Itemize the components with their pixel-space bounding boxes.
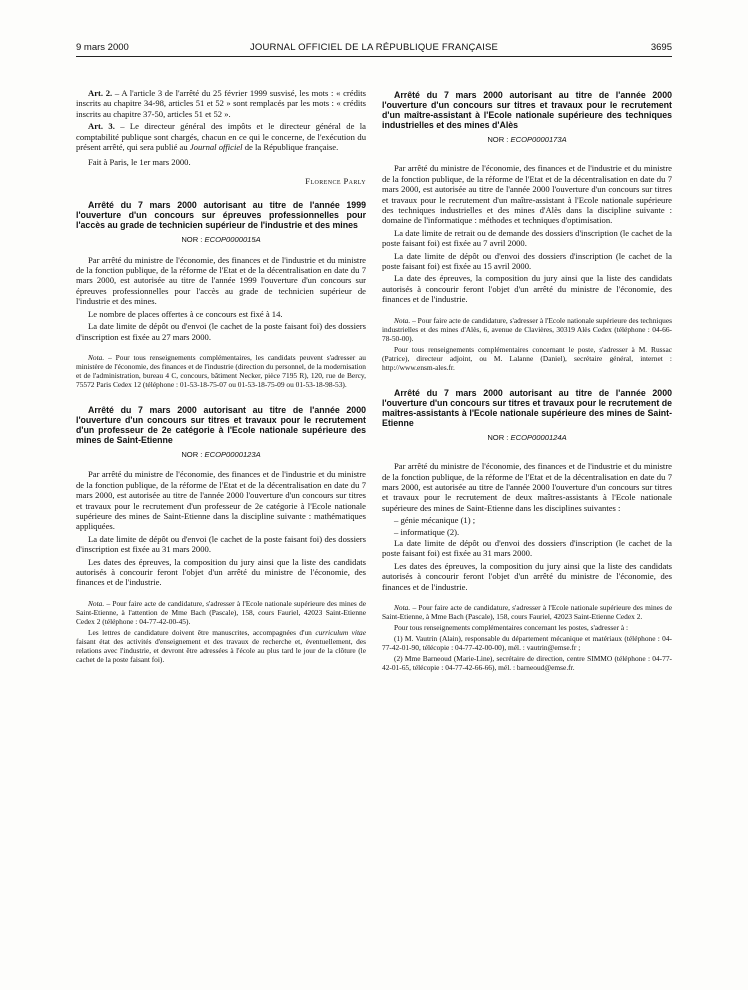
page-header bbox=[76, 40, 672, 57]
signature: Florence Parly bbox=[305, 175, 366, 186]
contact-2: (2) Mme Barneoud (Marie-Line), secrétaire de direction, centre SIMMO (téléphone : 04-77-42-01-65, télécopie : 04-77-42-66-66), mél. : barneoud@emse.fr. bbox=[382, 653, 672, 672]
decree-paragraph: Par arrêté du ministre de l'économie, des finances et de l'industrie et du ministre de la fonction publique, de la réforme de l'Etat et de la décentralisation en date du 7 mars 2000, est autorisée au titre de l'année 2000 l'ouverture d'un concours sur titres et travaux pour le recrutement d'un maître-assistant à l'Ecole nationale supérieure des techniques industrielles et des mines d'Alès dans la discipline suivante : domaine de l'informatique : méthodes et techniques d'optimisation. bbox=[382, 163, 672, 226]
decree-technicien bbox=[76, 200, 366, 389]
note-label: Nota. bbox=[88, 352, 105, 362]
nor-code: ECOP0000123A bbox=[204, 449, 261, 459]
article-2-label: Art. 2. bbox=[88, 88, 113, 98]
decree-paragraph: La date limite de dépôt ou d'envoi des dossiers d'inscription (le cachet de la poste faisant foi) est fixée au 15 avril 2000. bbox=[382, 250, 672, 272]
decree-note: Nota. – Pour faire acte de candidature, s'adresser à l'Ecole nationale supérieure des mines de Saint-Etienne, à l'attention de Mme Bach (Pascale), 158, cours Fauriel, 42023 Saint-Etienne Cedex 2 (téléphone : 04-77-42-00-45). bbox=[76, 598, 366, 626]
decree-note: Nota. – Pour faire acte de candidature, s'adresser à l'Ecole nationale supérieure des mines de Saint-Etienne, à Mme Bach (Pascale), 158, cours Fauriel, 42023 Saint-Etienne Cedex 2. bbox=[382, 602, 672, 621]
decree-paragraph: Par arrêté du ministre de l'économie, des finances et de l'industrie et du ministre de la fonction publique, de la réforme de l'Etat et de la décentralisation en date du 7 mars 2000, est autorisée au titre de l'année 2000 l'ouverture d'un concours sur titres et travaux pour le recrutement de deux maîtres-assistants à l'Ecole nationale supérieure des mines de Saint-Etienne dans les disciplines suivantes : bbox=[382, 461, 672, 513]
nor-reference: NOR : ECOP0000173A bbox=[487, 135, 567, 144]
decree-maitre-assistant-ales bbox=[382, 90, 672, 372]
nor-reference: NOR : ECOP0000123A bbox=[181, 449, 261, 459]
decree-note-2: Les lettres de candidature doivent être manuscrites, accompagnées d'un curriculum vitae faisant état des activités d'enseignement et des travaux de recherche et, éventuellement, des relations avec l'industrie, et devront être adressées à l'école au plus tard le jour de la clôture (le cachet de la poste faisant foi). bbox=[76, 627, 366, 664]
decree-note-2: Pour tous renseignements complémentaires concernant les postes, s'adresser à : bbox=[394, 622, 629, 632]
decree-paragraph: La date limite de dépôt ou d'envoi des dossiers d'inscription (le cachet de la poste faisant foi) est fixée au 31 mars 2000. bbox=[382, 537, 672, 559]
note-label: Nota. bbox=[394, 602, 411, 612]
article-3-text-a: – Le directeur général des impôts et le directeur général de la comptabilité publique sont chargés, chacun en ce qui le concerne, de l'exécution du présent arrêté, qui sera publié au bbox=[76, 121, 366, 153]
decree-paragraph: La date limite de dépôt ou d'envoi (le cachet de la poste faisant foi) des dossiers d'inscription est fixée au 27 mars 2000. bbox=[76, 321, 366, 342]
decree-title: Arrêté du 7 mars 2000 autorisant au titre de l'année 1999 l'ouverture d'un concours sur épreuves professionnelles pour l'accès au grade de technicien supérieur de l'industrie et des mines bbox=[76, 200, 366, 231]
decree-title: Arrêté du 7 mars 2000 autorisant au titre de l'année 2000 l'ouverture d'un concours sur titres et travaux pour le recrutement d'un professeur de 2e catégorie à l'Ecole nationale supérieure des mines de Saint-Etienne bbox=[76, 404, 366, 445]
discipline-item: – génie mécanique (1) ; bbox=[394, 515, 476, 526]
decree-maitres-assistants-saint-etienne bbox=[382, 388, 672, 672]
article-3-label: Art. 3. bbox=[88, 121, 115, 132]
decree-note-2: Pour tous renseignements complémentaires concernant le poste, s'adresser à M. Russac (Patrice), directeur adjoint, ou M. Lalanne (Daniel), secrétaire général, internet : http://www.ensm-ales.fr. bbox=[382, 344, 672, 372]
decree-paragraph: La date des épreuves, la composition du jury ainsi que la liste des candidats autorisés à concourir feront l'objet d'un arrêté du ministre de l'économie, des finances et de l'industrie. bbox=[382, 273, 672, 305]
decree-paragraph: Par arrêté du ministre de l'économie, des finances et de l'industrie et du ministre de la fonction publique, de la réforme de l'Etat et de la décentralisation en date du 7 mars 2000, est autorisée au titre de l'année 1999 l'ouverture d'un concours sur épreuves professionnelles pour l'accès au grade de technicien supérieur de l'industrie et des mines. bbox=[76, 254, 366, 307]
nor-code: ECOP0000124A bbox=[510, 432, 567, 442]
decree-title: Arrêté du 7 mars 2000 autorisant au titre de l'année 2000 l'ouverture d'un concours sur titres et travaux pour le recrutement d'un maître-assistant à l'Ecole nationale supérieure des techniques industrielles et des mines d'Alès bbox=[382, 90, 672, 130]
decree-paragraph: Par arrêté du ministre de l'économie, des finances et de l'industrie et du ministre de la fonction publique, de la réforme de l'Etat et de la décentralisation en date du 7 mars 2000, est autorisée au titre de l'année 2000 l'ouverture d'un concours sur titres et travaux pour le recrutement d'un professeur de 2e catégorie à l'Ecole nationale supérieure des mines de Saint-Etienne dans la discipline suivante : mathématiques appliquées. bbox=[76, 469, 366, 532]
nor-reference: NOR : ECOP0000124A bbox=[487, 432, 567, 442]
article-2 bbox=[76, 88, 366, 119]
article-2-text: – A l'article 3 de l'arrêté du 25 février 1999 susvisé, les mots : « crédits inscrits au chapitre 34-98, articles 51 et 52 » sont remplacés par les mots : « crédits inscrits au chapitre 37-50, articles 51 et 52 ». bbox=[76, 88, 366, 119]
note-label: Nota. bbox=[394, 315, 411, 325]
decree-paragraph: La date limite de retrait ou de demande des dossiers d'inscription (le cachet de la poste faisant foi) est fixée au 7 avril 2000. bbox=[382, 227, 672, 249]
note-label: Nota. bbox=[88, 598, 105, 608]
decree-paragraph: Les dates des épreuves, la composition du jury ainsi que la liste des candidats autorisés à concourir feront l'objet d'un arrêté du ministre de l'économie, des finances et de l'industrie. bbox=[76, 556, 366, 588]
header-date: 9 mars 2000 bbox=[76, 42, 129, 53]
right-column bbox=[382, 90, 672, 980]
decree-note: Nota. – Pour tous renseignements complémentaires, les candidats peuvent s'adresser au ministère de l'économie, des finances et de l'industrie (direction du personnel, de la modernisation et de l'administration, bureau 4 C, concours, bâtiment Necker, pièce 7195 R), 120, rue de Bercy, 75572 Paris Cedex 12 (téléphone : 01-53-18-75-07 ou 01-53-18-75-09 ou 01-53-18-98-53). bbox=[76, 352, 366, 389]
decree-title: Arrêté du 7 mars 2000 autorisant au titre de l'année 2000 l'ouverture d'un concours sur titres et travaux pour le recrutement de maîtres-assistants à l'Ecole nationale supérieure des mines de Saint-Etienne bbox=[382, 387, 672, 428]
contact-1: (1) M. Vautrin (Alain), responsable du département mécanique et matériaux (téléphone : 04-77-42-01-90, télécopie : 04-77-42-00-00), mél. : vautrin@emse.fr ; bbox=[382, 633, 672, 652]
article-3-journal: Journal officiel bbox=[189, 142, 243, 153]
curriculum-vitae: curriculum vitae bbox=[315, 627, 366, 637]
decree-note: Nota. – Pour faire acte de candidature, s'adresser à l'Ecole nationale supérieure des techniques industrielles et des mines d'Alès, 6, avenue de Clavières, 30319 Alès Cedex (téléphone : 04-66-78-50-00). bbox=[382, 315, 672, 343]
article-3-text-b: de la République française. bbox=[242, 142, 339, 153]
nor-code: ECOP0000015A bbox=[204, 235, 261, 245]
header-page-number: 3695 bbox=[650, 42, 672, 53]
decree-paragraph: La date limite de dépôt ou d'envoi (le cachet de la poste faisant foi) des dossiers d'inscription est fixée au 31 mars 2000. bbox=[76, 533, 366, 555]
fait-a-paris: Fait à Paris, le 1er mars 2000. bbox=[88, 157, 191, 168]
header-journal-title: JOURNAL OFFICIEL DE LA RÉPUBLIQUE FRANÇAISE bbox=[249, 42, 499, 53]
nor-code: ECOP0000173A bbox=[510, 135, 567, 144]
article-3 bbox=[76, 121, 366, 152]
decree-paragraph: Les dates des épreuves, la composition du jury ainsi que la liste des candidats autorisés à concourir feront l'objet d'un arrêté du ministre de l'économie, des finances et de l'industrie. bbox=[382, 560, 672, 592]
decree-paragraph: Le nombre de places offertes à ce concours est fixé à 14. bbox=[88, 308, 283, 319]
nor-reference: NOR : ECOP0000015A bbox=[181, 235, 261, 245]
discipline-item: – informatique (2). bbox=[394, 526, 460, 537]
left-column bbox=[76, 88, 366, 978]
decree-professeur bbox=[76, 405, 366, 664]
